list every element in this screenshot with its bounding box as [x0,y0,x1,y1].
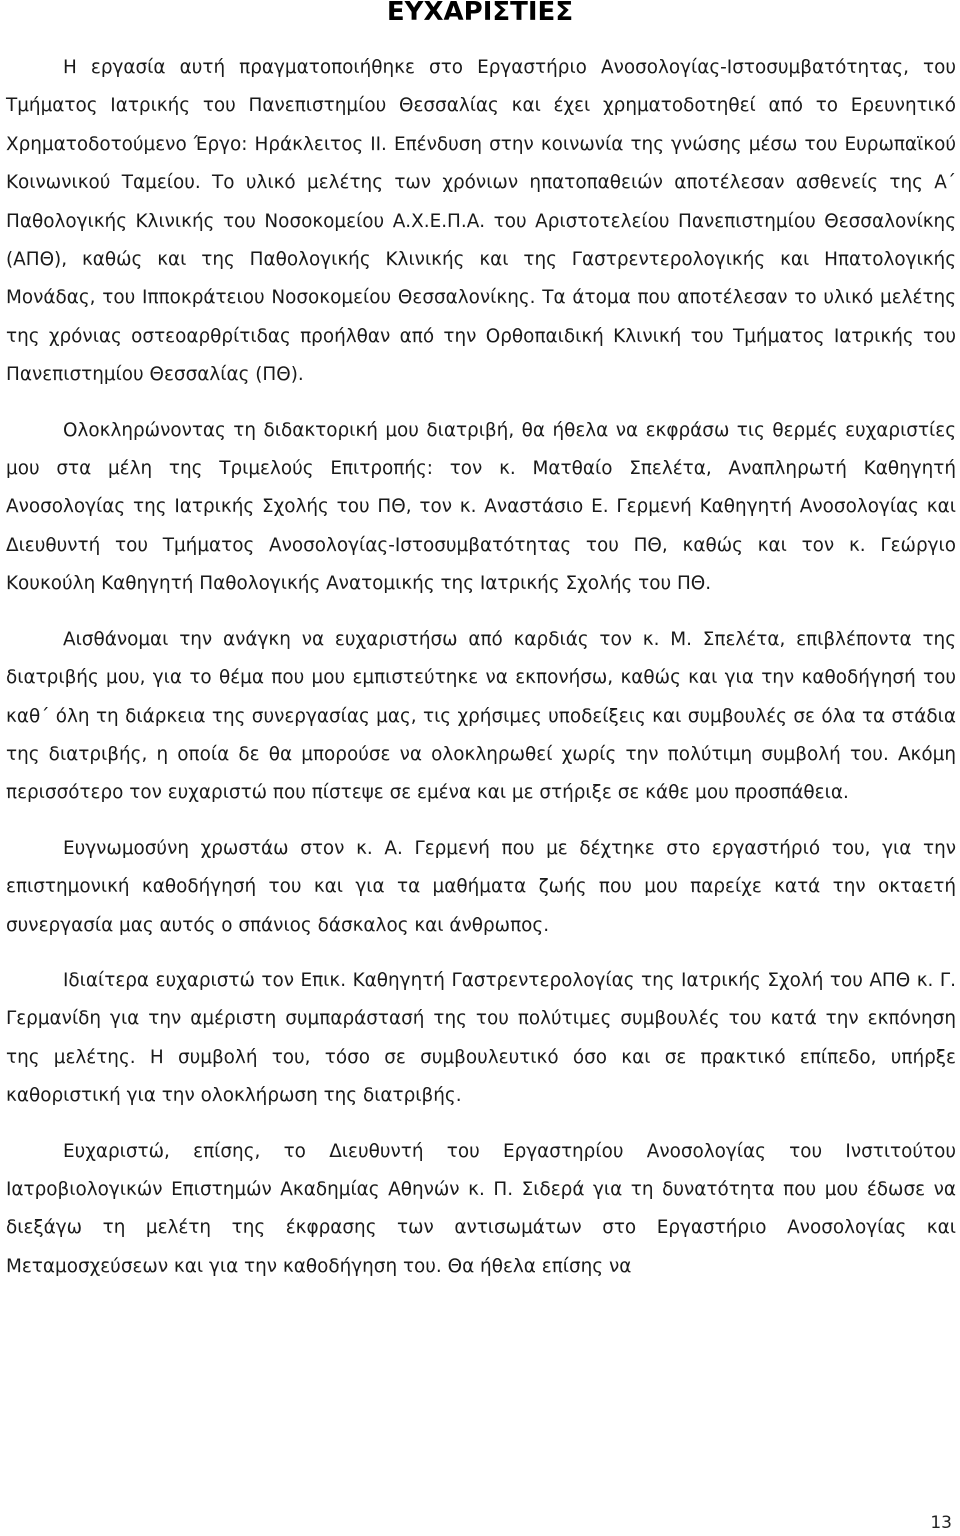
paragraph-gastroenterology: Ιδιαίτερα ευχαριστώ τον Επικ. Καθηγητή Γαστρεντερολογίας της Ιατρικής Σχολή του ΑΠΘ κ. Γ. Γερμανίδη για την αμέριστη συμπαράστασή της του πολύτιμες συμβουλές του κατά την εκπόνηση της μελέτης. Η συμβολή του, τόσο σε συμβουλευτικό όσο και σε πρακτικό επίπεδο, υπήρξε καθοριστική για την ολοκλήρωση της διατριβής. [6,969,956,1107]
page-title: ΕΥΧΑΡΙΣΤΙΕΣ [386,0,574,27]
paragraph-lab-director: Ευγνωμοσύνη χρωστάω στον κ. Α. Γερμενή που με δέχτηκε στο εργαστήριό του, για την επιστημονική καθοδήγησή του και για τα μαθήματα ζωής που μου παρείχε κατά την οκταετή συνεργασία μας αυτός ο σπάνιος δάσκαλος και άνθρωπος. [6,837,956,936]
paragraph-supervisor: Αισθάνομαι την ανάγκη να ευχαριστήσω από καρδιάς τον κ. Μ. Σπελέτα, επιβλέποντα της διατριβής μου, για το θέμα που μου εμπιστεύτηκε να εκπονήσω, καθώς και για την καθοδήγησή του καθ΄ όλη τη διάρκεια της συνεργασίας μας, τις χρήσιμες υποδείξεις και συμβουλές σε όλα τα στάδια της διατριβής, η οποία δε θα μπορούσε να ολοκληρωθεί χωρίς την πολύτιμη συμβολή του. Ακόμη περισσότερο τον ευχαριστώ που πίστεψε σε εμένα και με στήριξε σε κάθε μου προσπάθεια. [6,628,956,804]
acknowledgements-body [6,49,956,1286]
page-number: 13 [930,1513,952,1533]
paragraph-funding: Η εργασία αυτή πραγματοποιήθηκε στο Εργαστήριο Ανοσολογίας-Ιστοσυμβατότητας, του Τμήματος Ιατρικής του Πανεπιστημίου Θεσσαλίας και έχει χρηματοδοτηθεί από το Ερευνητικό Χρηματοδοτούμενο Έργο: Ηράκλειτος ΙΙ. Επένδυση στην κοινωνία της γνώσης μέσω του Ευρωπαϊκού Κοινωνικού Ταμείου. Το υλικό μελέτης των χρόνιων ηπατοπαθειών αποτέλεσαν ασθενείς της Α΄ Παθολογικής Κλινικής του Νοσοκομείου Α.Χ.Ε.Π.Α. του Αριστοτελείου Πανεπιστημίου Θεσσαλονίκης (ΑΠΘ), καθώς και της Παθολογικής Κλινικής και της Γαστρεντερολογικής και Ηπατολογικής Μονάδας, του Ιπποκράτειου Νοσοκομείου Θεσσαλονίκης. Τα άτομα που αποτέλεσαν το υλικό μελέτης της χρόνιας οστεοαρθρίτιδας προήλθαν από την Ορθοπαιδική Κλινική του Τμήματος Ιατρικής του Πανεπιστημίου Θεσσαλίας (ΠΘ). [6,57,956,386]
paragraph-academy: Ευχαριστώ, επίσης, το Διευθυντή του Εργαστηρίου Ανοσολογίας του Ινστιτούτου Ιατροβιολογικών Επιστημών Ακαδημίας Αθηνών κ. Π. Σιδερά για τη δυνατότητα που μου έδωσε να διεξάγω τη μελέτη της έκφρασης των αντισωμάτων στο Εργαστήριο Ανοσολογίας και Μεταμοσχεύσεων και για την καθοδήγηση του. Θα ήθελα επίσης να [6,1140,956,1277]
paragraph-committee: Ολοκληρώνοντας τη διδακτορική μου διατριβή, θα ήθελα να εκφράσω τις θερμές ευχαριστίες μου στα μέλη της Τριμελούς Επιτροπής: τον κ. Ματθαίο Σπελέτα, Αναπληρωτή Καθηγητή Ανοσολογίας της Ιατρικής Σχολής του ΠΘ, τον κ. Αναστάσιο Ε. Γερμενή Καθηγητή Ανοσολογίας και Διευθυντή του Τμήματος Ανοσολογίας-Ιστοσυμβατότητας του ΠΘ, καθώς και τον κ. Γεώργιο Κουκούλη Καθηγητή Παθολογικής Ανατομικής της Ιατρικής Σχολής του ΠΘ. [6,419,956,595]
